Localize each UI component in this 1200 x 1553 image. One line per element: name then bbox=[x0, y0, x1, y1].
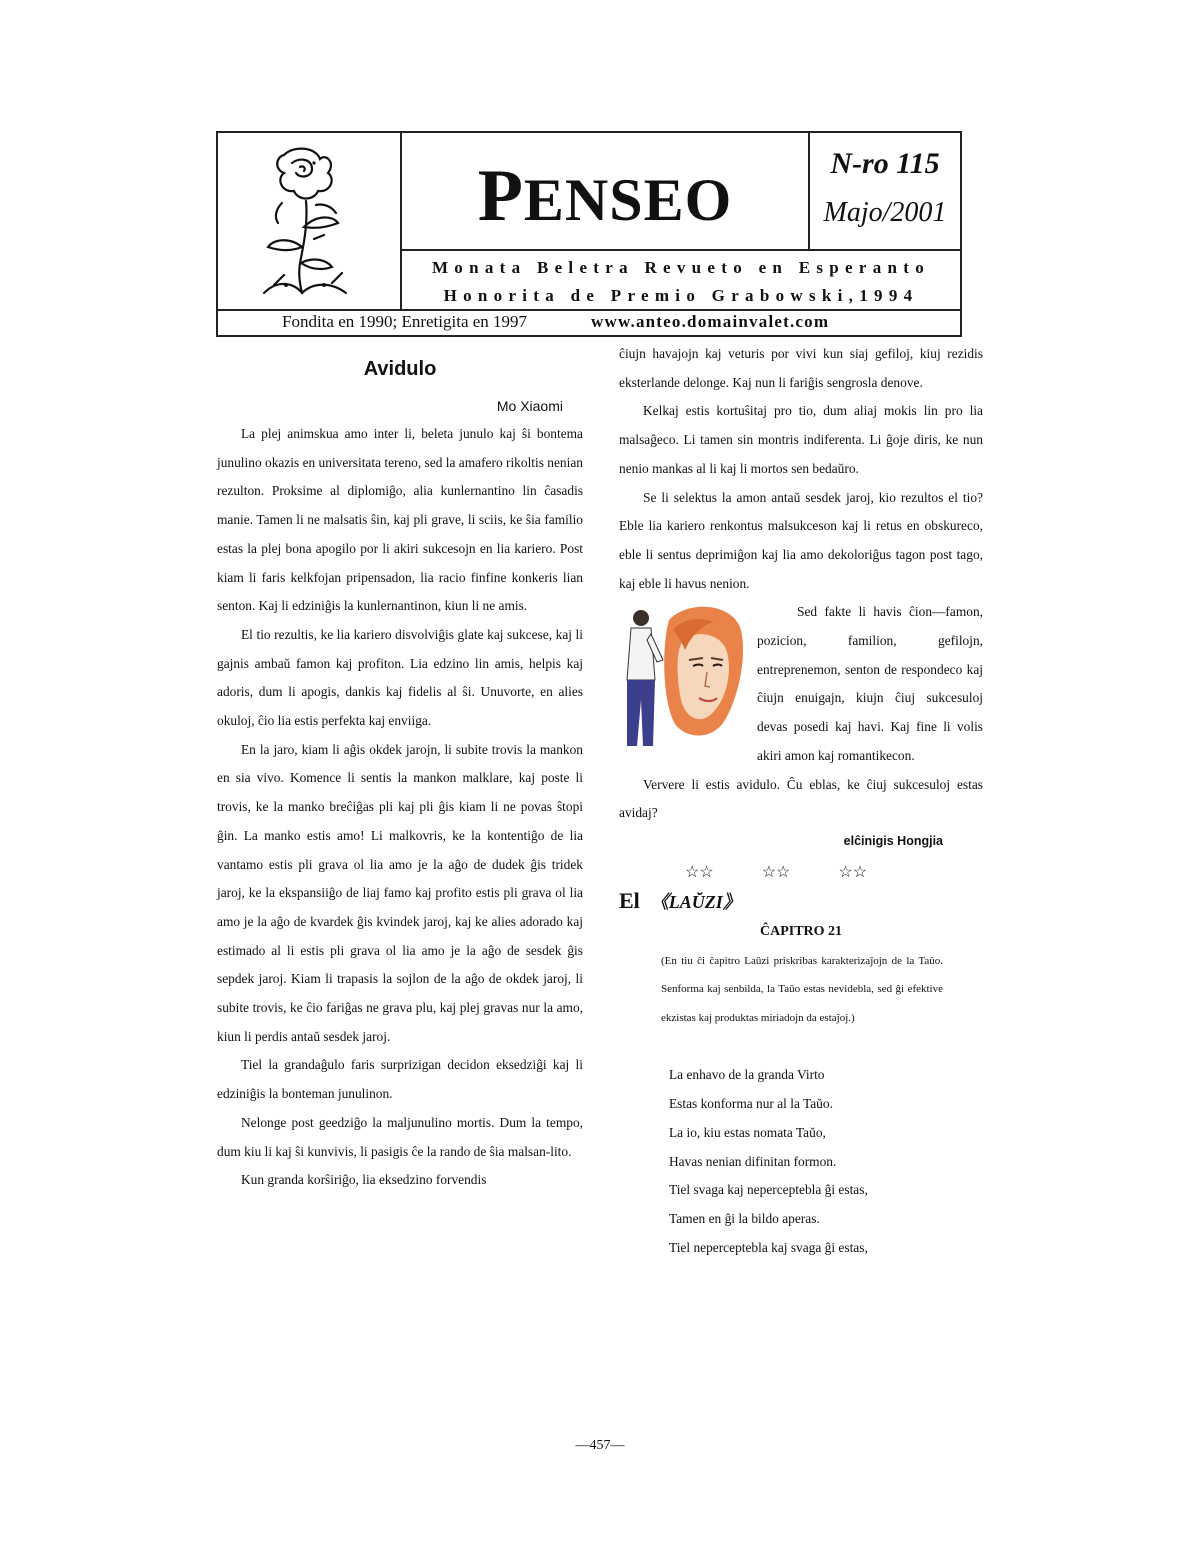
paragraph: Tiel la grandaĝulo faris surprizigan decidon eksedziĝi kaj li edziniĝis la bonteman junulinon. bbox=[217, 1057, 583, 1102]
subtitle-cell bbox=[402, 251, 960, 309]
paragraph: En la jaro, kiam li aĝis okdek jarojn, li subite trovis la mankon en sia vivo. Komence li sentis la mankon malklare, kaj poste li trovis, ke la manko breĉiĝas pli kaj pli ĝis kiam li ne povas ŝtopi ĝin. La manko estis amo! Li malkovris, ke la kontentiĝo de lia vantamo estis pli grava ol lia amo je la aĝo de dudek ĝis tridek jaroj, ke la ekspansiiĝo de liaj famo kaj profito estis pli grava ol lia amo je la aĝo de kvardek ĝis kvindek jaroj, kaj ke alies adorado kaj estimado al li estis pli grava ol lia amo je la aĝo de sesdek ĝis sepdek jaroj. Kiam li trapasis la sojlon de la aĝo de okdek jaroj, li subite trovis, ke ĉio fariĝas ne grava plu, kaj plej gravas nur la amo, kiun li perdis antaŭ sesdek jaroj. bbox=[217, 741, 583, 1044]
chapter-note: (En tiu ĉi ĉapitro Laŭzi priskribas karakterizaĵojn de la Taŭo. Senforma kaj senbilda, la Taŭo estas nevidebla, sed ĝi efektive ekzistas kaj produktas miriadojn da estaĵoj.) bbox=[661, 954, 943, 1024]
poem-line: Estas konforma nur al la Taŭo. bbox=[669, 1096, 833, 1112]
rose-drawing-icon bbox=[254, 143, 364, 301]
paragraph: La plej animskua amo inter li, beleta junulo kaj ŝi bontema junulino okazis en universitata tereno, sed la amafero rikoltis nenian rezulton. Proksime al diplomiĝo, alia kunlernantino lin ĉasadis manie. Tamen li ne malsatis ŝin, kaj pli grave, li sciis, ke ŝia familio estas la plej bona apogilo por li akiri sukcesojn en lia kariero. Post kiam li faris kelkfojan pripensadon, lia racio finfine konkeris lian senton. Kaj li edziniĝis la kunlernantinon, kiun li ne amis. bbox=[217, 426, 583, 614]
chapter-title: ĈAPITRO 21 bbox=[759, 923, 843, 939]
issue-number: N-ro 115 bbox=[830, 147, 940, 180]
article-author: Mo Xiaomi bbox=[496, 398, 563, 414]
masthead bbox=[216, 131, 962, 337]
paragraph: El tio rezultis, ke lia kariero disvolviĝis glate kaj sukcese, kaj li gajnis ambaŭ famon kaj profiton. Lia edzino lin amis, helpis kaj adoris, dum li apogis, dankis kaj fidelis al ŝi. Unuvorte, en alies okuloj, ĉio lia estis perfekta kaj enviiga. bbox=[217, 626, 583, 729]
paragraph: Ververe li estis avidulo. Ĉu eblas, ke ĉiuj sukcesuloj estas avidaj? bbox=[619, 776, 983, 821]
poem-line: Tiel neperceptebla kaj svaga ĝi estas, bbox=[669, 1239, 868, 1255]
section-divider-stars: ☆☆ ☆☆ ☆☆ bbox=[685, 863, 868, 881]
poem-line: La io, kiu estas nomata Taŭo, bbox=[669, 1124, 826, 1140]
right-column bbox=[619, 340, 983, 1262]
magazine-title: PENSEO bbox=[477, 155, 733, 237]
poem-line: La enhavo de la granda Virto bbox=[669, 1067, 825, 1083]
founding-row bbox=[218, 309, 960, 335]
logo-cell bbox=[218, 133, 402, 309]
poem-line: Tamen en ĝi la bildo aperas. bbox=[669, 1210, 820, 1226]
laozi-heading: El 《LAŬZI》 bbox=[619, 887, 741, 913]
website-link[interactable]: www.anteo.domainvalet.com bbox=[591, 312, 830, 331]
paragraph-wrapped: Sed fakte li havis ĉion—famon, pozicion, familion, gefilojn, entreprenemon, senton de respondeco kaj ĉiujn enuigajn, kiujn ĉiuj sukcesuloj devas posedi kaj havi. Kaj fine li volis akiri amon kaj romantikecon. bbox=[757, 604, 983, 763]
issue-cell bbox=[808, 133, 960, 251]
poem-line: Tiel svaga kaj neperceptebla ĝi estas, bbox=[669, 1182, 868, 1198]
left-column bbox=[217, 352, 583, 1195]
paragraph: ĉiujn havajojn kaj veturis por vivi kun siaj gefiloj, kiuj rezidis eksterlande delonge. Kaj nun li fariĝis sengrosla denove. bbox=[619, 346, 983, 390]
founding-text: Fondita en 1990; Enretigita en 1997 bbox=[282, 312, 528, 331]
poem bbox=[669, 1061, 983, 1262]
paragraph: Kelkaj estis kortuŝitaj pro tio, dum aliaj mokis lin pro lia malsaĝeco. Li tamen sin montris indiferenta. Li ĝoje diris, ke nun nenio mankas al li kaj li mortos sen bedaŭro. bbox=[619, 403, 983, 476]
page-number: —457— bbox=[575, 1438, 625, 1453]
article-title: Avidulo bbox=[363, 358, 437, 380]
issue-date: Majo/2001 bbox=[823, 197, 947, 228]
poem-line: Havas nenian difinitan formon. bbox=[669, 1153, 837, 1169]
paragraph: Se li selektus la amon antaŭ sesdek jaroj, kio rezultos el tio? Eble lia kariero renkontus malsukceson kaj li retus en obskureco, eble li sentus deprimiĝon kaj lia amo dekoloriĝus tagon post tago, kaj eble li havus nenion. bbox=[619, 489, 983, 591]
illustration-couple-icon bbox=[617, 600, 745, 748]
translator-credit: elĉinigis Hongjia bbox=[843, 833, 943, 848]
paragraph: Kun granda korŝiriĝo, lia eksedzino forvendis bbox=[241, 1172, 487, 1188]
paragraph: Nelonge post geedziĝo la maljunulino mortis. Dum la tempo, dum kiu li kaj ŝi kunvivis, li pasigis ĉe la rando de ŝia malsan-lito. bbox=[217, 1114, 583, 1159]
subtitle-line-2: Honorita de Premio Grabowski,1994 bbox=[443, 286, 919, 305]
title-cell bbox=[402, 133, 808, 251]
subtitle-line-1: Monata Beletra Revueto en Esperanto bbox=[431, 258, 931, 277]
